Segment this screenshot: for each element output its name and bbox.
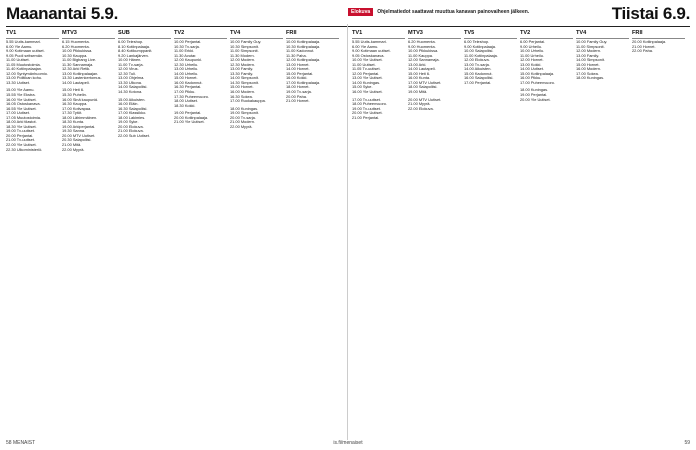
program-listing: 16.30 Salapoliisi. bbox=[118, 106, 148, 111]
program-listing: 14.00 Uutiset. bbox=[520, 67, 545, 72]
program-block bbox=[6, 88, 59, 152]
program-listing: 22.00 Yle Uutiset. bbox=[6, 143, 37, 148]
program-listing: 20.00 Paha. bbox=[286, 94, 307, 99]
program-listing: 16.55 Yle Uutiset. bbox=[6, 106, 37, 111]
program-listing: 19.00 Perjantai. bbox=[174, 111, 202, 116]
channel-column bbox=[286, 30, 342, 430]
program-listing: 11.30 Paha. bbox=[286, 53, 307, 58]
program-listing: 11.40 Kotiinpalaajan. bbox=[6, 67, 43, 72]
channel-name: SUB bbox=[118, 30, 171, 39]
program-listing: 6.15 Huomenta. bbox=[62, 40, 90, 44]
program-listing: 11.00 Urheilu. bbox=[520, 53, 544, 58]
program-block bbox=[62, 40, 115, 85]
program-listing: 12.30 Tuli. bbox=[118, 71, 136, 76]
program-listing: 11.00 Uutiset. bbox=[6, 58, 30, 63]
channel-column bbox=[174, 30, 230, 430]
program-listing: 11.00 Kauppa. bbox=[408, 53, 434, 58]
program-listing: 14.00 Simpsonit. bbox=[576, 58, 605, 63]
program-listing: 10.00 Pikkukissa. bbox=[62, 49, 93, 54]
program-listing: 6.00 Teleshop. bbox=[464, 40, 490, 44]
program-listing: 13.00 Kokki. bbox=[520, 62, 542, 67]
program-listing: 11.00 Tv-sarja. bbox=[118, 62, 144, 67]
program-listing: 19.00 Arkiperjantai. bbox=[62, 124, 96, 129]
program-listing: 15.00 Hornet. bbox=[576, 62, 600, 67]
program-listing: 16.00 Eläin. bbox=[118, 102, 139, 107]
channel-name: TV2 bbox=[174, 30, 227, 39]
program-listing: 15.00 Kadonnut. bbox=[464, 71, 493, 76]
program-listing: 19.00 Simpsonit. bbox=[230, 111, 259, 116]
program-listing: 14.30 Simpsonit. bbox=[230, 80, 259, 85]
channel-column bbox=[6, 30, 62, 430]
program-listing: 20.00 MTV Uutiset. bbox=[408, 97, 442, 102]
program-listing: 20.00 Perjantai. bbox=[6, 133, 34, 138]
program-block bbox=[632, 40, 685, 54]
left-page-title: Maanantai 5.9. bbox=[6, 4, 119, 23]
program-listing: 16.30 Kauppa. bbox=[62, 102, 88, 107]
program-listing: 14.00 Aikuisten. bbox=[464, 67, 492, 72]
program-listing: 10.30 Simpsonit. bbox=[230, 44, 259, 49]
program-listing: 6.00 Teleshop. bbox=[118, 40, 144, 44]
program-listing: 17.05 Muutostoimia. bbox=[6, 115, 42, 120]
program-listing: 5.55 Uutis-kammari. bbox=[352, 40, 387, 44]
program-block bbox=[408, 40, 461, 95]
program-listing: 14.00 Hornet. bbox=[286, 67, 310, 72]
program-listing: 12.30 Modern. bbox=[230, 62, 256, 67]
program-listing: 22.00 Sub Uutiset. bbox=[118, 133, 151, 138]
program-listing: 11.00 Erkki. bbox=[174, 49, 195, 54]
program-listing: 14.00 Salapoliisi. bbox=[118, 85, 148, 90]
program-listing: 20.00 Kotiinpalaaja. bbox=[632, 40, 667, 44]
program-block bbox=[286, 40, 339, 104]
program-block bbox=[576, 40, 629, 81]
program-listing: 10.00 Urheilu. bbox=[520, 49, 545, 54]
program-listing: 12.30 Urheilu. bbox=[174, 62, 199, 67]
program-listing: 18.00 Arki tilastot. bbox=[6, 120, 37, 125]
program-listing: 11.00 Simpsonit. bbox=[230, 49, 259, 54]
footer-left: 58 MENAIST bbox=[6, 440, 36, 446]
program-block bbox=[6, 40, 59, 85]
channel-name: TV4 bbox=[230, 30, 283, 39]
program-listing: 8.10 Kotiinpalaaja. bbox=[118, 44, 151, 49]
program-listing: 21.00 Yle Uutiset. bbox=[174, 120, 205, 125]
program-listing: 19.30 Sanna. bbox=[62, 129, 86, 134]
program-listing: 10.30 Kotiinpalaaja. bbox=[286, 44, 321, 49]
program-listing: 13.00 Tv-sarja. bbox=[464, 62, 490, 67]
program-listing: 18.00 Salapoliisi. bbox=[408, 85, 438, 90]
program-block bbox=[230, 107, 283, 130]
program-listing: 9.20 Lankajärven. bbox=[118, 53, 149, 58]
info-strip bbox=[348, 8, 529, 16]
program-listing: 18.00 Uutiset. bbox=[174, 99, 199, 104]
channel-column bbox=[118, 30, 174, 430]
program-listing: 16.30 Perjantai. bbox=[174, 85, 202, 90]
program-listing: 10.30 Tv-sarja. bbox=[174, 44, 200, 49]
program-listing: 14.00 Kuningas. bbox=[352, 80, 381, 85]
program-listing: 16.00 Kadonnut. bbox=[174, 80, 203, 85]
program-listing: 9.05 Ostoskanava. bbox=[352, 53, 385, 58]
program-listing: 18.00 Kuningas. bbox=[230, 106, 259, 111]
program-listing: 12.00 Kaupunki. bbox=[174, 58, 203, 63]
footer-right: 59 bbox=[684, 440, 690, 446]
program-block bbox=[464, 40, 517, 85]
program-listing: 8.40 Kotikumppanit. bbox=[118, 49, 153, 54]
channel-name: TV2 bbox=[520, 30, 573, 39]
program-listing: 15.00 Hornet. bbox=[230, 85, 254, 90]
program-listing: 16.00 Salapoliisi. bbox=[464, 76, 494, 81]
program-listing: 15.00 Heti 6. bbox=[62, 88, 85, 93]
program-listing: 20.30 Salapoliisi. bbox=[62, 138, 92, 143]
program-listing: 19.00 Tv-uutiset. bbox=[352, 106, 381, 111]
program-listing: 13.30 Uutiset. bbox=[6, 80, 31, 85]
channel-name: TV5 bbox=[464, 30, 517, 39]
header-rule bbox=[6, 26, 690, 27]
program-listing: 6.20 Huomenta. bbox=[408, 40, 436, 44]
program-listing: 10.00 Family Guy. bbox=[576, 40, 608, 44]
program-listing: 6.00 Yle Aamu. bbox=[352, 44, 379, 49]
program-listing: 9.00 Urheilu. bbox=[520, 44, 543, 49]
program-listing: 17.00 Uutiset. bbox=[6, 111, 31, 116]
program-listing: 10.00 Hänen. bbox=[118, 58, 142, 63]
program-listing: 10.30 Kauppa. bbox=[62, 53, 88, 58]
program-listing: 13.00 Hornet. bbox=[286, 62, 310, 67]
program-listing: 16.00 Yle Uutiset. bbox=[6, 97, 37, 102]
program-listing: 13.00 Family. bbox=[230, 67, 254, 72]
program-listing: 22.00 Myyrä. bbox=[62, 147, 85, 152]
program-listing: 15.00 Perjantai. bbox=[286, 71, 314, 76]
program-listing: 16.00 Kokki. bbox=[286, 76, 308, 81]
program-listing: 9.00 Huomenta. bbox=[408, 44, 436, 49]
program-listing: 17.00 Klassikko. bbox=[118, 111, 147, 116]
program-listing: 17.00 Tv-uutiset. bbox=[352, 97, 381, 102]
program-listing: 11.05 Muutostoimia. bbox=[6, 62, 41, 67]
program-listing: 13.00 Yle Uutiset. bbox=[352, 76, 383, 81]
program-listing: 13.00 Ohjelma. bbox=[118, 76, 145, 81]
channel-column bbox=[576, 30, 632, 430]
program-listing: 16.00 Sinä kaupunki. bbox=[62, 97, 99, 102]
program-listing: 21.00 Modern. bbox=[230, 120, 256, 125]
program-listing: 15.55 Yle Ekstra. bbox=[6, 93, 36, 98]
program-listing: 17.00 Puheenvuoro. bbox=[520, 80, 556, 85]
program-listing: 12.00 Virus. bbox=[118, 67, 139, 72]
program-listing: 16.00 Modern. bbox=[576, 67, 602, 72]
program-block bbox=[352, 98, 405, 121]
channel-column bbox=[62, 30, 118, 430]
program-block bbox=[174, 40, 227, 108]
program-listing: 11.05 Tv-uutiset. bbox=[352, 67, 381, 72]
program-listing: 21.00 Mitä. bbox=[62, 143, 82, 148]
program-listing: 15.00 Yle Aamu. bbox=[6, 88, 35, 93]
program-listing: 5.55 Uutis-kammari. bbox=[6, 40, 41, 44]
program-listing: 10.00 Yle Uutiset. bbox=[352, 58, 383, 63]
program-listing: 12.00 Modern. bbox=[576, 49, 602, 54]
program-listing: 18.00 Kuningas. bbox=[520, 88, 549, 93]
program-listing: 13.30 Ulkona. bbox=[118, 80, 143, 85]
program-listing: 22.00 Elokuva. bbox=[408, 106, 434, 111]
program-listing: 11.30 Sannamaja. bbox=[62, 62, 94, 67]
program-listing: 13.00 Politikan kohu. bbox=[6, 76, 43, 81]
program-listing: 13.00 Kotiinpalaajan. bbox=[62, 71, 99, 76]
program-listing: 14.00 Simpsonit. bbox=[230, 76, 259, 81]
footer-url: is.fi/menaiset bbox=[333, 440, 363, 446]
program-listing: 18.00 Puheenvuoro. bbox=[352, 102, 388, 107]
program-listing: 9.00 Kotimaan uutiset. bbox=[6, 49, 45, 54]
program-listing: 19.00 Tv-uutiset. bbox=[6, 129, 35, 134]
program-listing: 12.00 Modern. bbox=[230, 58, 256, 63]
program-listing: 19.00 Syke. bbox=[118, 120, 139, 125]
program-listing: 16.00 Kunta. bbox=[408, 76, 431, 81]
program-listing: 9.00 Kotiinpalaaja. bbox=[464, 44, 497, 49]
program-block bbox=[352, 40, 405, 95]
program-block bbox=[118, 40, 171, 95]
program-listing: 19.00 Perjantai. bbox=[520, 93, 548, 98]
program-listing: 10.00 Pikkukissa. bbox=[408, 49, 439, 54]
program-listing: 11.00 Bigbang Live. bbox=[62, 58, 97, 63]
program-block bbox=[174, 111, 227, 125]
program-listing: 18.30 Yle Uutiset. bbox=[6, 124, 37, 129]
program-listing: 11.00 Kotiinpalaaja. bbox=[464, 53, 498, 58]
page-gutter bbox=[347, 24, 348, 440]
program-block bbox=[520, 40, 573, 85]
program-listing: 22.00 Myyrä. bbox=[230, 124, 253, 129]
program-listing: 17.00 Sokea. bbox=[576, 71, 599, 76]
program-block bbox=[230, 40, 283, 104]
program-listing: 18.00 Kuningas. bbox=[576, 76, 605, 81]
program-listing: 12.00 Perjantai. bbox=[352, 71, 380, 76]
left-page-columns bbox=[6, 30, 342, 430]
program-listing: 18.30 Kunta. bbox=[62, 120, 85, 125]
program-listing: 14.00 Urheilu. bbox=[174, 71, 199, 76]
program-listing: 17.00 MTV Uutiset. bbox=[408, 80, 442, 85]
program-listing: 22.00 Paha. bbox=[632, 49, 653, 54]
channel-column bbox=[230, 30, 286, 430]
program-listing: 13.30 Family. bbox=[230, 71, 254, 76]
program-listing: 6.00 Yle Aamu. bbox=[6, 44, 33, 49]
program-listing: 20.00 Elokuva. bbox=[118, 124, 144, 129]
right-page-title: Tiistai 6.9. bbox=[611, 4, 690, 23]
channel-column bbox=[520, 30, 576, 430]
program-listing: 10.00 Salapoliisi. bbox=[464, 49, 494, 54]
program-listing: 15.00 Aikuisten. bbox=[118, 97, 146, 102]
channel-name: TV1 bbox=[352, 30, 405, 39]
program-listing: 9.00 Kotimaan uutiset. bbox=[352, 49, 391, 54]
right-page-columns bbox=[352, 30, 690, 430]
program-listing: 19.00 Tv-sarja. bbox=[286, 90, 312, 95]
program-listing: 13.00 Arki. bbox=[408, 62, 427, 67]
program-listing: 18.30 Kokki. bbox=[174, 103, 196, 108]
info-badge: Elokuva bbox=[348, 8, 373, 16]
program-listing: 12.30 Arki Retik. bbox=[62, 67, 91, 72]
program-listing: 17.00 Pikku. bbox=[174, 90, 196, 95]
program-listing: 15.00 Heti 6. bbox=[408, 71, 431, 76]
program-listing: 16.05 Ostoskanava. bbox=[6, 102, 41, 107]
program-listing: 15.00 Syke. bbox=[352, 85, 373, 90]
program-listing: 18.00 Hornet. bbox=[286, 85, 310, 90]
program-listing: 12.00 Hornet. bbox=[520, 58, 544, 63]
program-listing: 11.30 Modern. bbox=[230, 53, 255, 58]
channel-name: TV4 bbox=[576, 30, 629, 39]
channel-name: MTV3 bbox=[62, 30, 115, 39]
program-listing: 20.00 Yle Uutiset. bbox=[520, 97, 551, 102]
program-listing: 19.00 Mitä. bbox=[408, 90, 428, 95]
channel-name: FRII bbox=[286, 30, 339, 39]
channel-name: MTV3 bbox=[408, 30, 461, 39]
program-listing: 9.05 Puoli seitsemän. bbox=[6, 53, 44, 58]
program-listing: 21.00 Hornet. bbox=[632, 44, 656, 49]
program-listing: 11.00 Simpsonit. bbox=[576, 44, 605, 49]
program-listing: 12.00 Syntymänhuomio. bbox=[6, 71, 48, 76]
program-block bbox=[62, 88, 115, 152]
channel-name: TV1 bbox=[6, 30, 59, 39]
program-listing: 17.30 Puheenvuoro. bbox=[174, 94, 210, 99]
channel-name: FRII bbox=[632, 30, 685, 39]
program-listing: 20.00 MTV Uutiset. bbox=[62, 133, 96, 138]
program-listing: 17.00 Kotiinpalaaja. bbox=[286, 80, 321, 85]
program-listing: 6.00 Perjantai. bbox=[520, 40, 546, 44]
program-listing: 14.30 Kotona. bbox=[118, 90, 143, 95]
program-listing: 13.00 Family. bbox=[576, 53, 600, 58]
program-listing: 10.00 Kotiinpalaaja. bbox=[286, 40, 321, 44]
program-listing: 20.00 Tv-sarja. bbox=[230, 115, 256, 120]
program-listing: 15.00 Hornet. bbox=[174, 76, 198, 81]
channel-column bbox=[464, 30, 520, 430]
program-listing: 17.00 Perjantai. bbox=[464, 80, 492, 85]
program-listing: 22.30 Ulkoministeriö. bbox=[6, 147, 43, 152]
program-listing: 11.00 Uutiset. bbox=[352, 62, 376, 67]
program-listing: 21.00 Hornet. bbox=[286, 99, 310, 104]
program-listing: 15.00 Kotiinpalaaja. bbox=[520, 71, 555, 76]
program-listing: 20.00 Yle Uutiset. bbox=[352, 111, 383, 116]
program-listing: 17.30 Tytöt. bbox=[62, 111, 83, 116]
program-listing: 21.00 Elokuva. bbox=[118, 129, 144, 134]
program-listing: 14.00 Lautapeli. bbox=[62, 80, 90, 85]
program-listing: 12.00 Sannamaja. bbox=[408, 58, 440, 63]
channel-column bbox=[632, 30, 688, 430]
program-block bbox=[520, 88, 573, 102]
program-listing: 10.00 Family Guy. bbox=[230, 40, 262, 44]
program-listing: 18.00 Lähimmäinen. bbox=[62, 115, 98, 120]
program-listing: 21.00 Tv-uutiset. bbox=[6, 138, 35, 143]
program-listing: 17.00 Ruokakauppa. bbox=[230, 99, 266, 104]
program-listing: 21.00 Myyrä. bbox=[408, 102, 431, 107]
program-listing: 11.30 Avutar. bbox=[174, 53, 197, 58]
program-block bbox=[118, 98, 171, 139]
program-listing: 13.30 Lastenkertomus. bbox=[62, 76, 102, 81]
program-listing: 11.00 Kadonnut. bbox=[286, 49, 315, 54]
program-listing: 16.30 Sokea. bbox=[230, 94, 253, 99]
program-listing: 16.00 Yle Uutiset. bbox=[352, 90, 383, 95]
program-listing: 14.00 Lautapeli. bbox=[408, 67, 436, 72]
program-listing: 17.00 Kotivapaa. bbox=[62, 106, 92, 111]
channel-column bbox=[352, 30, 408, 430]
program-listing: 20.00 Kotiinpalaaja. bbox=[174, 115, 209, 120]
program-listing: 21.00 Perjantai. bbox=[352, 115, 380, 120]
program-listing: 10.00 Perjantai. bbox=[174, 40, 202, 44]
program-block bbox=[408, 98, 461, 112]
program-listing: 15.30 Puhelin. bbox=[62, 93, 87, 98]
program-listing: 13.00 Urheilu. bbox=[174, 67, 199, 72]
channel-column bbox=[408, 30, 464, 430]
program-listing: 16.00 Pikku. bbox=[520, 76, 542, 81]
program-listing: 12.00 Elokuva. bbox=[464, 58, 490, 63]
program-listing: 16.00 Modern. bbox=[230, 90, 256, 95]
program-listing: 12.00 Kotiinpalaaja. bbox=[286, 58, 321, 63]
program-listing: 18.00 Lakimies. bbox=[118, 115, 146, 120]
program-listing: 6.20 Huomenta. bbox=[62, 44, 90, 49]
info-text: Ohjelmatiedot saattavat muuttua kanavan painovaiheen jälkeen. bbox=[377, 9, 530, 15]
